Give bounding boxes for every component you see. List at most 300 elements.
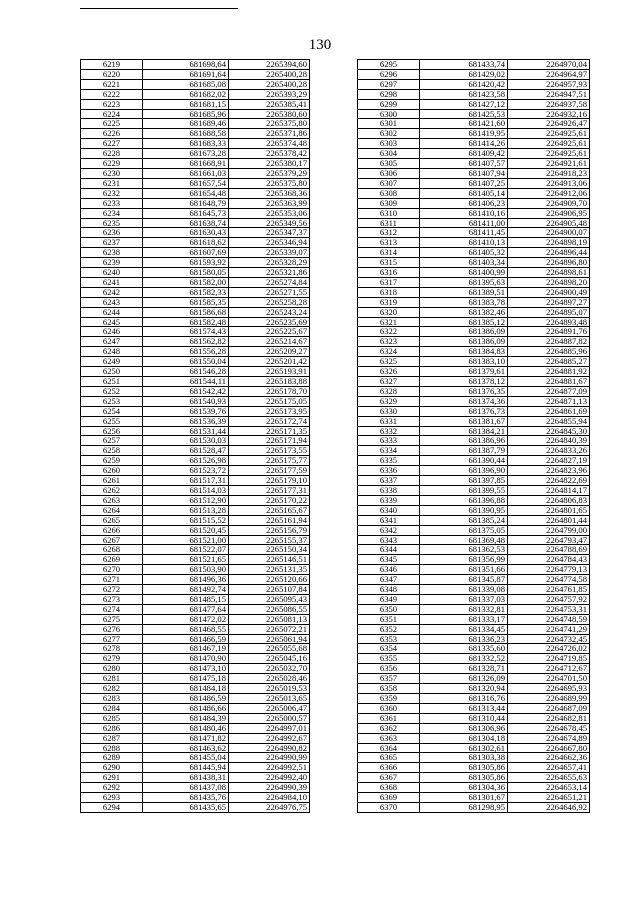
y-coordinate: 2264784,43: [508, 555, 590, 565]
point-number: 6250: [81, 367, 143, 377]
point-number: 6300: [358, 109, 420, 119]
y-coordinate: 2264822,69: [508, 476, 590, 486]
point-number: 6355: [358, 654, 420, 664]
table-row: [358, 386, 590, 396]
x-coordinate: 681407,25: [420, 178, 508, 188]
table-row: [81, 149, 310, 159]
y-coordinate: 2265400,28: [229, 69, 310, 79]
table-row: [81, 723, 310, 733]
y-coordinate: 2264678,45: [508, 723, 590, 733]
table-row: [81, 476, 310, 486]
table-row: [81, 119, 310, 129]
y-coordinate: 2265061,94: [229, 634, 310, 644]
y-coordinate: 2264682,81: [508, 713, 590, 723]
x-coordinate: 681515,52: [143, 515, 229, 525]
x-coordinate: 681520,45: [143, 525, 229, 535]
table-row: [81, 109, 310, 119]
y-coordinate: 2265339,07: [229, 248, 310, 258]
y-coordinate: 2264976,75: [229, 802, 310, 812]
point-number: 6275: [81, 614, 143, 624]
table-row: [81, 743, 310, 753]
table-row: [358, 258, 590, 268]
x-coordinate: 681411,45: [420, 228, 508, 238]
table-row: [358, 268, 590, 278]
point-number: 6325: [358, 357, 420, 367]
table-row: [81, 396, 310, 406]
x-coordinate: 681681,15: [143, 99, 229, 109]
y-coordinate: 2264655,63: [508, 773, 590, 783]
y-coordinate: 2265055,68: [229, 644, 310, 654]
y-coordinate: 2264905,48: [508, 218, 590, 228]
point-number: 6344: [358, 545, 420, 555]
point-number: 6297: [358, 79, 420, 89]
point-number: 6245: [81, 317, 143, 327]
point-number: 6242: [81, 287, 143, 297]
table-row: [81, 733, 310, 743]
point-number: 6288: [81, 743, 143, 753]
x-coordinate: 681685,08: [143, 79, 229, 89]
point-number: 6284: [81, 703, 143, 713]
table-row: [81, 694, 310, 704]
x-coordinate: 681514,03: [143, 485, 229, 495]
table-row: [358, 664, 590, 674]
x-coordinate: 681419,95: [420, 129, 508, 139]
point-number: 6259: [81, 456, 143, 466]
x-coordinate: 681400,99: [420, 268, 508, 278]
table-row: [358, 446, 590, 456]
point-number: 6261: [81, 476, 143, 486]
table-row: [358, 277, 590, 287]
header-rule: [80, 8, 238, 9]
x-coordinate: 681463,62: [143, 743, 229, 753]
point-number: 6368: [358, 783, 420, 793]
table-row: [358, 594, 590, 604]
point-number: 6356: [358, 664, 420, 674]
table-row: [358, 634, 590, 644]
x-coordinate: 681320,94: [420, 684, 508, 694]
x-coordinate: 681337,03: [420, 594, 508, 604]
x-coordinate: 681550,04: [143, 357, 229, 367]
x-coordinate: 681438,31: [143, 773, 229, 783]
y-coordinate: 2264757,92: [508, 594, 590, 604]
x-coordinate: 681387,79: [420, 446, 508, 456]
y-coordinate: 2264855,94: [508, 416, 590, 426]
point-number: 6358: [358, 684, 420, 694]
point-number: 6347: [358, 575, 420, 585]
y-coordinate: 2264937,58: [508, 99, 590, 109]
table-row: [358, 545, 590, 555]
table-row: [358, 802, 590, 812]
x-coordinate: 681385,12: [420, 317, 508, 327]
table-row: [358, 168, 590, 178]
table-row: [358, 565, 590, 575]
point-number: 6307: [358, 178, 420, 188]
x-coordinate: 681339,08: [420, 585, 508, 595]
y-coordinate: 2264970,04: [508, 60, 590, 70]
table-row: [81, 238, 310, 248]
table-row: [81, 624, 310, 634]
point-number: 6244: [81, 307, 143, 317]
table-row: [81, 69, 310, 79]
x-coordinate: 681304,18: [420, 733, 508, 743]
table-row: [81, 79, 310, 89]
x-coordinate: 681351,66: [420, 565, 508, 575]
point-number: 6239: [81, 258, 143, 268]
x-coordinate: 681386,09: [420, 327, 508, 337]
point-number: 6270: [81, 565, 143, 575]
point-number: 6280: [81, 664, 143, 674]
table-row: [81, 763, 310, 773]
point-number: 6285: [81, 713, 143, 723]
y-coordinate: 2264788,69: [508, 545, 590, 555]
point-number: 6248: [81, 347, 143, 357]
y-coordinate: 2265258,28: [229, 297, 310, 307]
table-row: [81, 416, 310, 426]
table-row: [81, 60, 310, 70]
table-row: [81, 802, 310, 812]
x-coordinate: 681528,47: [143, 446, 229, 456]
x-coordinate: 681302,61: [420, 743, 508, 753]
y-coordinate: 2265177,31: [229, 485, 310, 495]
x-coordinate: 681473,10: [143, 664, 229, 674]
point-number: 6254: [81, 406, 143, 416]
point-number: 6257: [81, 436, 143, 446]
table-row: [358, 575, 590, 585]
x-coordinate: 681421,60: [420, 119, 508, 129]
table-row: [358, 793, 590, 803]
point-number: 6225: [81, 119, 143, 129]
coordinates-table-left: [80, 59, 310, 813]
x-coordinate: 681691,64: [143, 69, 229, 79]
y-coordinate: 2265274,84: [229, 277, 310, 287]
y-coordinate: 2265000,57: [229, 713, 310, 723]
y-coordinate: 2265165,67: [229, 505, 310, 515]
y-coordinate: 2264913,06: [508, 178, 590, 188]
table-row: [81, 753, 310, 763]
y-coordinate: 2264898,20: [508, 277, 590, 287]
point-number: 6265: [81, 515, 143, 525]
point-number: 6240: [81, 268, 143, 278]
point-number: 6238: [81, 248, 143, 258]
x-coordinate: 681423,58: [420, 89, 508, 99]
point-number: 6309: [358, 198, 420, 208]
x-coordinate: 681517,31: [143, 476, 229, 486]
point-number: 6299: [358, 99, 420, 109]
table-row: [81, 258, 310, 268]
table-row: [358, 248, 590, 258]
y-coordinate: 2265394,60: [229, 60, 310, 70]
y-coordinate: 2264657,41: [508, 763, 590, 773]
x-coordinate: 681395,63: [420, 277, 508, 287]
point-number: 6351: [358, 614, 420, 624]
y-coordinate: 2265201,42: [229, 357, 310, 367]
x-coordinate: 681305,86: [420, 773, 508, 783]
x-coordinate: 681475,18: [143, 674, 229, 684]
table-row: [81, 664, 310, 674]
table-row: [358, 377, 590, 387]
table-row: [358, 694, 590, 704]
y-coordinate: 2264833,26: [508, 446, 590, 456]
table-row: [358, 733, 590, 743]
table-row: [81, 178, 310, 188]
table-row: [81, 594, 310, 604]
x-coordinate: 681689,46: [143, 119, 229, 129]
x-coordinate: 681484,39: [143, 713, 229, 723]
table-row: [358, 466, 590, 476]
y-coordinate: 2265107,84: [229, 585, 310, 595]
table-row: [81, 575, 310, 585]
y-coordinate: 2264695,93: [508, 684, 590, 694]
table-row: [358, 426, 590, 436]
table-row: [358, 614, 590, 624]
x-coordinate: 681468,55: [143, 624, 229, 634]
y-coordinate: 2265374,48: [229, 139, 310, 149]
point-number: 6289: [81, 753, 143, 763]
x-coordinate: 681420,42: [420, 79, 508, 89]
x-coordinate: 681580,05: [143, 268, 229, 278]
x-coordinate: 681403,34: [420, 258, 508, 268]
y-coordinate: 2264900,49: [508, 287, 590, 297]
y-coordinate: 2265328,29: [229, 258, 310, 268]
table-row: [358, 208, 590, 218]
point-number: 6327: [358, 377, 420, 387]
y-coordinate: 2264667,80: [508, 743, 590, 753]
point-number: 6273: [81, 594, 143, 604]
table-row: [81, 99, 310, 109]
table-row: [358, 476, 590, 486]
y-coordinate: 2265193,91: [229, 367, 310, 377]
y-coordinate: 2265178,70: [229, 386, 310, 396]
y-coordinate: 2264877,09: [508, 386, 590, 396]
y-coordinate: 2264793,47: [508, 535, 590, 545]
point-number: 6227: [81, 139, 143, 149]
y-coordinate: 2265173,55: [229, 446, 310, 456]
y-coordinate: 2264651,21: [508, 793, 590, 803]
table-row: [358, 515, 590, 525]
x-coordinate: 681427,12: [420, 99, 508, 109]
x-coordinate: 681582,00: [143, 277, 229, 287]
point-number: 6263: [81, 495, 143, 505]
table-row: [81, 377, 310, 387]
y-coordinate: 2264891,76: [508, 327, 590, 337]
x-coordinate: 681593,92: [143, 258, 229, 268]
point-number: 6334: [358, 446, 420, 456]
point-number: 6237: [81, 238, 143, 248]
x-coordinate: 681556,28: [143, 347, 229, 357]
table-row: [358, 624, 590, 634]
table-row: [81, 585, 310, 595]
x-coordinate: 681562,82: [143, 337, 229, 347]
y-coordinate: 2264674,89: [508, 733, 590, 743]
point-number: 6352: [358, 624, 420, 634]
y-coordinate: 2265156,79: [229, 525, 310, 535]
point-number: 6342: [358, 525, 420, 535]
y-coordinate: 2264662,36: [508, 753, 590, 763]
x-coordinate: 681410,13: [420, 238, 508, 248]
table-row: [358, 555, 590, 565]
y-coordinate: 2265028,46: [229, 674, 310, 684]
y-coordinate: 2264992,40: [229, 773, 310, 783]
point-number: 6267: [81, 535, 143, 545]
point-number: 6341: [358, 515, 420, 525]
y-coordinate: 2265177,59: [229, 466, 310, 476]
x-coordinate: 681386,96: [420, 436, 508, 446]
table-row: [358, 436, 590, 446]
y-coordinate: 2265086,55: [229, 604, 310, 614]
table-row: [81, 674, 310, 684]
x-coordinate: 681336,23: [420, 634, 508, 644]
table-row: [358, 149, 590, 159]
x-coordinate: 681384,21: [420, 426, 508, 436]
y-coordinate: 2264726,02: [508, 644, 590, 654]
table-row: [81, 129, 310, 139]
table-row: [81, 495, 310, 505]
y-coordinate: 2265045,16: [229, 654, 310, 664]
table-row: [358, 337, 590, 347]
point-number: 6339: [358, 495, 420, 505]
y-coordinate: 2264909,70: [508, 198, 590, 208]
y-coordinate: 2264897,27: [508, 297, 590, 307]
y-coordinate: 2264906,95: [508, 208, 590, 218]
x-coordinate: 681389,51: [420, 287, 508, 297]
table-row: [358, 505, 590, 515]
point-number: 6364: [358, 743, 420, 753]
y-coordinate: 2265209,27: [229, 347, 310, 357]
point-number: 6235: [81, 218, 143, 228]
point-number: 6283: [81, 694, 143, 704]
x-coordinate: 681316,76: [420, 694, 508, 704]
table-row: [81, 456, 310, 466]
y-coordinate: 2264753,31: [508, 604, 590, 614]
point-number: 6252: [81, 386, 143, 396]
x-coordinate: 681673,28: [143, 149, 229, 159]
point-number: 6332: [358, 426, 420, 436]
table-row: [358, 456, 590, 466]
x-coordinate: 681378,12: [420, 377, 508, 387]
x-coordinate: 681437,08: [143, 783, 229, 793]
point-number: 6246: [81, 327, 143, 337]
y-coordinate: 2265375,80: [229, 119, 310, 129]
table-row: [358, 684, 590, 694]
x-coordinate: 681345,87: [420, 575, 508, 585]
point-number: 6318: [358, 287, 420, 297]
x-coordinate: 681375,05: [420, 525, 508, 535]
point-number: 6230: [81, 168, 143, 178]
table-row: [358, 773, 590, 783]
point-number: 6290: [81, 763, 143, 773]
point-number: 6312: [358, 228, 420, 238]
x-coordinate: 681521,65: [143, 555, 229, 565]
point-number: 6219: [81, 60, 143, 70]
y-coordinate: 2265393,29: [229, 89, 310, 99]
y-coordinate: 2264898,19: [508, 238, 590, 248]
y-coordinate: 2265400,28: [229, 79, 310, 89]
point-number: 6311: [358, 218, 420, 228]
y-coordinate: 2264990,99: [229, 753, 310, 763]
y-coordinate: 2264997,01: [229, 723, 310, 733]
y-coordinate: 2265371,86: [229, 129, 310, 139]
x-coordinate: 681585,35: [143, 297, 229, 307]
x-coordinate: 681661,03: [143, 168, 229, 178]
table-row: [81, 604, 310, 614]
y-coordinate: 2264918,23: [508, 168, 590, 178]
point-number: 6271: [81, 575, 143, 585]
y-coordinate: 2264984,10: [229, 793, 310, 803]
point-number: 6255: [81, 416, 143, 426]
x-coordinate: 681485,15: [143, 594, 229, 604]
table-row: [358, 703, 590, 713]
x-coordinate: 681470,90: [143, 654, 229, 664]
y-coordinate: 2265120,66: [229, 575, 310, 585]
point-number: 6335: [358, 456, 420, 466]
point-number: 6234: [81, 208, 143, 218]
y-coordinate: 2265171,94: [229, 436, 310, 446]
point-number: 6370: [358, 802, 420, 812]
y-coordinate: 2265131,35: [229, 565, 310, 575]
y-coordinate: 2264774,58: [508, 575, 590, 585]
y-coordinate: 2264925,61: [508, 129, 590, 139]
point-number: 6343: [358, 535, 420, 545]
x-coordinate: 681425,53: [420, 109, 508, 119]
point-number: 6331: [358, 416, 420, 426]
table-row: [81, 713, 310, 723]
table-row: [81, 446, 310, 456]
y-coordinate: 2264925,61: [508, 149, 590, 159]
point-number: 6303: [358, 139, 420, 149]
table-row: [81, 347, 310, 357]
table-row: [81, 268, 310, 278]
y-coordinate: 2264741,29: [508, 624, 590, 634]
table-row: [358, 188, 590, 198]
y-coordinate: 2265032,70: [229, 664, 310, 674]
table-row: [81, 654, 310, 664]
x-coordinate: 681306,96: [420, 723, 508, 733]
coordinates-table-right: [357, 59, 590, 813]
y-coordinate: 2264947,51: [508, 89, 590, 99]
table-row: [81, 188, 310, 198]
table-row: [358, 644, 590, 654]
table-row: [81, 565, 310, 575]
x-coordinate: 681385,24: [420, 515, 508, 525]
point-number: 6361: [358, 713, 420, 723]
table-row: [358, 604, 590, 614]
point-number: 6326: [358, 367, 420, 377]
point-number: 6315: [358, 258, 420, 268]
x-coordinate: 681496,36: [143, 575, 229, 585]
point-number: 6292: [81, 783, 143, 793]
x-coordinate: 681362,53: [420, 545, 508, 555]
y-coordinate: 2264748,59: [508, 614, 590, 624]
x-coordinate: 681328,71: [420, 664, 508, 674]
y-coordinate: 2264801,65: [508, 505, 590, 515]
y-coordinate: 2265225,67: [229, 327, 310, 337]
x-coordinate: 681544,11: [143, 377, 229, 387]
x-coordinate: 681539,76: [143, 406, 229, 416]
x-coordinate: 681386,09: [420, 337, 508, 347]
x-coordinate: 681407,57: [420, 159, 508, 169]
point-number: 6348: [358, 585, 420, 595]
x-coordinate: 681586,68: [143, 307, 229, 317]
y-coordinate: 2264893,48: [508, 317, 590, 327]
x-coordinate: 681582,48: [143, 317, 229, 327]
table-row: [358, 396, 590, 406]
table-row: [358, 763, 590, 773]
x-coordinate: 681384,83: [420, 347, 508, 357]
y-coordinate: 2264840,39: [508, 436, 590, 446]
x-coordinate: 681445,94: [143, 763, 229, 773]
y-coordinate: 2265013,65: [229, 694, 310, 704]
x-coordinate: 681381,67: [420, 416, 508, 426]
